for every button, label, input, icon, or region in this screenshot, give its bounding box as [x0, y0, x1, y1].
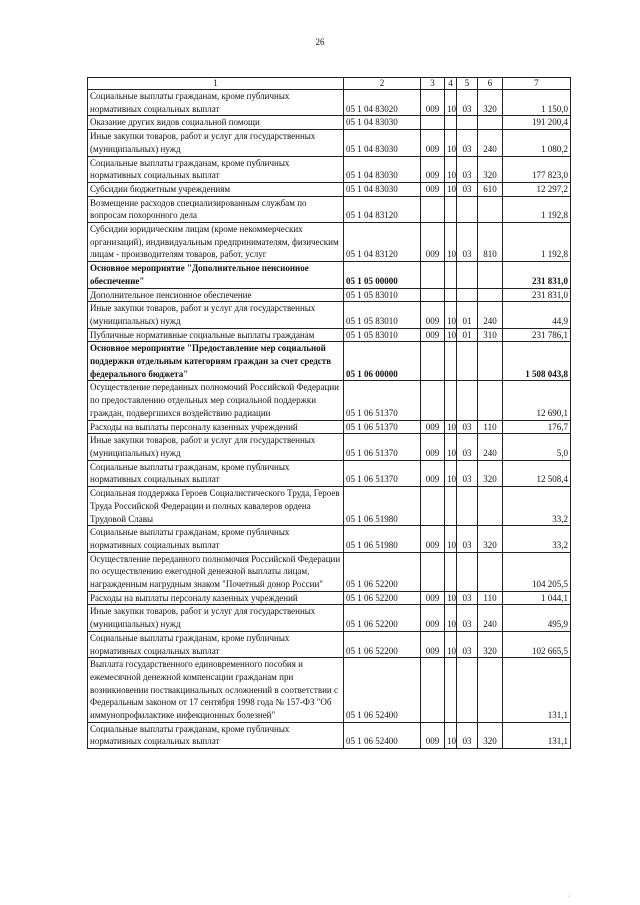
row-amount: 231 831,0 [503, 262, 571, 288]
row-subsection: 03 [457, 631, 478, 657]
row-subsection: 01 [457, 302, 478, 328]
row-section: 10 [445, 420, 457, 434]
row-amount: 1 080,2 [503, 130, 571, 156]
row-expense-type: 240 [478, 130, 503, 156]
row-section [445, 552, 457, 591]
row-code: 05 1 06 52400 [344, 658, 421, 723]
row-expense-type: 320 [478, 90, 503, 116]
row-code: 05 1 05 00000 [344, 262, 421, 288]
budget-table [87, 77, 571, 749]
row-expense-type: 110 [478, 420, 503, 434]
row-code: 05 1 04 83020 [344, 90, 421, 116]
column-header: 6 [478, 78, 503, 90]
row-description: Субсидии юридическим лицам (кроме некоммерческих организаций), индивидуальным предпринимателям, физическим лицам - производителям товаров, работ, услуг [88, 223, 344, 262]
row-ministry-code: 009 [421, 420, 445, 434]
row-code: 05 1 06 52200 [344, 605, 421, 631]
table-row [88, 223, 571, 262]
table-row [88, 302, 571, 328]
row-subsection: 03 [457, 130, 478, 156]
table-row [88, 90, 571, 116]
row-expense-type: 110 [478, 591, 503, 605]
row-code: 05 1 04 83120 [344, 196, 421, 222]
row-description: Публичные нормативные социальные выплаты гражданам [88, 328, 344, 342]
table-row [88, 658, 571, 723]
scan-mark: · [568, 894, 570, 900]
row-subsection: 03 [457, 722, 478, 748]
table-row [88, 196, 571, 222]
row-code: 05 1 05 83010 [344, 328, 421, 342]
row-amount: 131,1 [503, 658, 571, 723]
row-expense-type [478, 342, 503, 381]
row-subsection: 03 [457, 460, 478, 486]
row-amount: 176,7 [503, 420, 571, 434]
row-ministry-code: 009 [421, 328, 445, 342]
row-code: 05 1 06 51370 [344, 420, 421, 434]
row-amount: 12 297,2 [503, 182, 571, 196]
row-section: 10 [445, 526, 457, 552]
row-code: 05 1 06 51980 [344, 526, 421, 552]
row-section: 10 [445, 434, 457, 460]
row-amount: 131,1 [503, 722, 571, 748]
row-section [445, 381, 457, 420]
row-expense-type [478, 288, 503, 302]
row-subsection [457, 262, 478, 288]
row-description: Социальные выплаты гражданам, кроме публичных нормативных социальных выплат [88, 90, 344, 116]
row-expense-type: 240 [478, 434, 503, 460]
table-row [88, 631, 571, 657]
table-row [88, 262, 571, 288]
table-row [88, 722, 571, 748]
row-section: 10 [445, 460, 457, 486]
row-section [445, 262, 457, 288]
row-ministry-code [421, 658, 445, 723]
row-amount: 44,9 [503, 302, 571, 328]
row-description: Субсидии бюджетным учреждениям [88, 182, 344, 196]
row-description: Возмещение расходов специализированным службам по вопросам похоронного дела [88, 196, 344, 222]
row-expense-type [478, 552, 503, 591]
table-row [88, 328, 571, 342]
row-description: Иные закупки товаров, работ и услуг для государственных (муниципальных) нужд [88, 302, 344, 328]
row-ministry-code: 009 [421, 722, 445, 748]
row-amount: 231 786,1 [503, 328, 571, 342]
row-ministry-code [421, 487, 445, 526]
row-amount: 1 150,0 [503, 90, 571, 116]
row-expense-type: 310 [478, 328, 503, 342]
table-row [88, 381, 571, 420]
row-description: Дополнительное пенсионное обеспечение [88, 288, 344, 302]
row-ministry-code [421, 196, 445, 222]
table-row [88, 182, 571, 196]
row-description: Социальные выплаты гражданам, кроме публичных нормативных социальных выплат [88, 460, 344, 486]
row-section [445, 658, 457, 723]
row-description: Основное мероприятие "Предоставление мер социальной поддержки отдельным категориям граждан за счет средств федерального бюджета" [88, 342, 344, 381]
row-section: 10 [445, 722, 457, 748]
row-subsection: 03 [457, 223, 478, 262]
row-subsection [457, 342, 478, 381]
column-header: 2 [344, 78, 421, 90]
row-description: Осуществление переданных полномочий Российской Федерации по предоставлению отдельных мер социальной поддержки граждан, подвергшихся воздействию радиации [88, 381, 344, 420]
row-ministry-code: 009 [421, 156, 445, 182]
row-amount: 495,9 [503, 605, 571, 631]
row-code: 05 1 04 83120 [344, 223, 421, 262]
row-section: 10 [445, 156, 457, 182]
row-code: 05 1 06 51370 [344, 460, 421, 486]
row-section: 10 [445, 182, 457, 196]
column-header: 3 [421, 78, 445, 90]
table-row [88, 434, 571, 460]
row-description: Социальные выплаты гражданам, кроме публичных нормативных социальных выплат [88, 631, 344, 657]
row-subsection: 03 [457, 90, 478, 116]
column-header: 7 [503, 78, 571, 90]
row-ministry-code: 009 [421, 591, 445, 605]
row-code: 05 1 04 83030 [344, 156, 421, 182]
row-subsection: 01 [457, 328, 478, 342]
row-code: 05 1 06 51370 [344, 381, 421, 420]
row-amount: 231 831,0 [503, 288, 571, 302]
row-amount: 191 200,4 [503, 116, 571, 130]
row-description: Основное мероприятие "Дополнительное пенсионное обеспечение" [88, 262, 344, 288]
row-code: 05 1 04 83030 [344, 130, 421, 156]
row-subsection: 03 [457, 591, 478, 605]
row-description: Социальные выплаты гражданам, кроме публичных нормативных социальных выплат [88, 156, 344, 182]
row-expense-type: 810 [478, 223, 503, 262]
table-row [88, 526, 571, 552]
row-ministry-code [421, 288, 445, 302]
row-amount: 1 044,1 [503, 591, 571, 605]
row-amount: 12 690,1 [503, 381, 571, 420]
row-subsection [457, 116, 478, 130]
row-subsection: 03 [457, 526, 478, 552]
row-code: 05 1 06 52400 [344, 722, 421, 748]
row-expense-type: 320 [478, 631, 503, 657]
row-section: 10 [445, 90, 457, 116]
row-description: Социальные выплаты гражданам, кроме публичных нормативных социальных выплат [88, 722, 344, 748]
row-ministry-code [421, 116, 445, 130]
row-ministry-code: 009 [421, 526, 445, 552]
row-section: 10 [445, 130, 457, 156]
row-ministry-code [421, 342, 445, 381]
row-description: Иные закупки товаров, работ и услуг для государственных (муниципальных) нужд [88, 130, 344, 156]
row-description: Социальная поддержка Героев Социалистического Труда, Героев Труда Российской Федерации и полных кавалеров ордена Трудовой Славы [88, 487, 344, 526]
column-header: 1 [88, 78, 344, 90]
row-amount: 1 508 043,8 [503, 342, 571, 381]
row-expense-type [478, 381, 503, 420]
row-description: Социальные выплаты гражданам, кроме публичных нормативных социальных выплат [88, 526, 344, 552]
row-code: 05 1 04 83030 [344, 182, 421, 196]
row-description: Расходы на выплаты персоналу казенных учреждений [88, 420, 344, 434]
table-row [88, 116, 571, 130]
row-subsection: 03 [457, 434, 478, 460]
row-expense-type: 320 [478, 156, 503, 182]
row-subsection: 03 [457, 156, 478, 182]
row-amount: 33,2 [503, 487, 571, 526]
row-expense-type [478, 658, 503, 723]
row-ministry-code: 009 [421, 130, 445, 156]
row-amount: 104 205,5 [503, 552, 571, 591]
row-subsection: 03 [457, 420, 478, 434]
row-section: 10 [445, 223, 457, 262]
row-expense-type: 240 [478, 605, 503, 631]
row-ministry-code: 009 [421, 182, 445, 196]
row-subsection: 03 [457, 182, 478, 196]
row-ministry-code: 009 [421, 302, 445, 328]
table-row [88, 487, 571, 526]
row-description: Оказание других видов социальной помощи [88, 116, 344, 130]
row-amount: 177 823,0 [503, 156, 571, 182]
row-description: Иные закупки товаров, работ и услуг для государственных (муниципальных) нужд [88, 434, 344, 460]
row-expense-type [478, 116, 503, 130]
row-expense-type: 320 [478, 526, 503, 552]
column-header: 5 [457, 78, 478, 90]
row-ministry-code [421, 552, 445, 591]
row-amount: 1 192,8 [503, 196, 571, 222]
row-amount: 5,0 [503, 434, 571, 460]
row-ministry-code: 009 [421, 605, 445, 631]
table-row [88, 552, 571, 591]
row-description: Выплата государственного единовременного пособия и ежемесячной денежной компенсации гражданам при возникновении поствакцинальных осложнений в соответствии с Федеральным законом от 17 сентября 1998 года № 157-ФЗ "Об иммунопрофилактике инфекционных болезней" [88, 658, 344, 723]
row-ministry-code: 009 [421, 90, 445, 116]
row-description: Осуществление переданного полномочия Российской Федерации по осуществлению ежегодной денежной выплаты лицам, награжденным нагрудным знаком "Почетный донор России" [88, 552, 344, 591]
row-amount: 12 508,4 [503, 460, 571, 486]
row-subsection [457, 487, 478, 526]
row-ministry-code [421, 381, 445, 420]
row-expense-type [478, 196, 503, 222]
row-ministry-code: 009 [421, 631, 445, 657]
table-row [88, 130, 571, 156]
row-ministry-code: 009 [421, 223, 445, 262]
table-row [88, 591, 571, 605]
row-description: Иные закупки товаров, работ и услуг для государственных (муниципальных) нужд [88, 605, 344, 631]
row-description: Расходы на выплаты персоналу казенных учреждений [88, 591, 344, 605]
row-expense-type: 240 [478, 302, 503, 328]
row-subsection: 03 [457, 605, 478, 631]
row-code: 05 1 06 51370 [344, 434, 421, 460]
row-section [445, 196, 457, 222]
row-section [445, 288, 457, 302]
row-code: 05 1 05 83010 [344, 302, 421, 328]
row-code: 05 1 06 52200 [344, 631, 421, 657]
row-section: 10 [445, 302, 457, 328]
row-subsection [457, 381, 478, 420]
row-subsection [457, 658, 478, 723]
row-subsection [457, 552, 478, 591]
row-section [445, 487, 457, 526]
header-row [88, 78, 571, 90]
row-section [445, 342, 457, 381]
table-body [88, 90, 571, 749]
row-section: 10 [445, 631, 457, 657]
row-expense-type: 320 [478, 460, 503, 486]
row-section [445, 116, 457, 130]
column-header: 4 [445, 78, 457, 90]
page-number: 26 [315, 37, 325, 47]
table-row [88, 605, 571, 631]
row-code: 05 1 06 51980 [344, 487, 421, 526]
row-code: 05 1 05 83010 [344, 288, 421, 302]
row-expense-type: 320 [478, 722, 503, 748]
row-expense-type [478, 262, 503, 288]
row-subsection [457, 288, 478, 302]
table-row [88, 342, 571, 381]
table-row [88, 288, 571, 302]
table-row [88, 460, 571, 486]
row-expense-type [478, 487, 503, 526]
row-section: 10 [445, 591, 457, 605]
table-row [88, 156, 571, 182]
row-amount: 1 192,8 [503, 223, 571, 262]
row-subsection [457, 196, 478, 222]
row-code: 05 1 06 00000 [344, 342, 421, 381]
row-section: 10 [445, 328, 457, 342]
row-code: 05 1 06 52200 [344, 591, 421, 605]
row-ministry-code: 009 [421, 434, 445, 460]
row-ministry-code: 009 [421, 460, 445, 486]
row-code: 05 1 04 83030 [344, 116, 421, 130]
row-amount: 33,2 [503, 526, 571, 552]
row-amount: 102 665,5 [503, 631, 571, 657]
row-expense-type: 610 [478, 182, 503, 196]
row-code: 05 1 06 52200 [344, 552, 421, 591]
row-ministry-code [421, 262, 445, 288]
table-row [88, 420, 571, 434]
row-section: 10 [445, 605, 457, 631]
